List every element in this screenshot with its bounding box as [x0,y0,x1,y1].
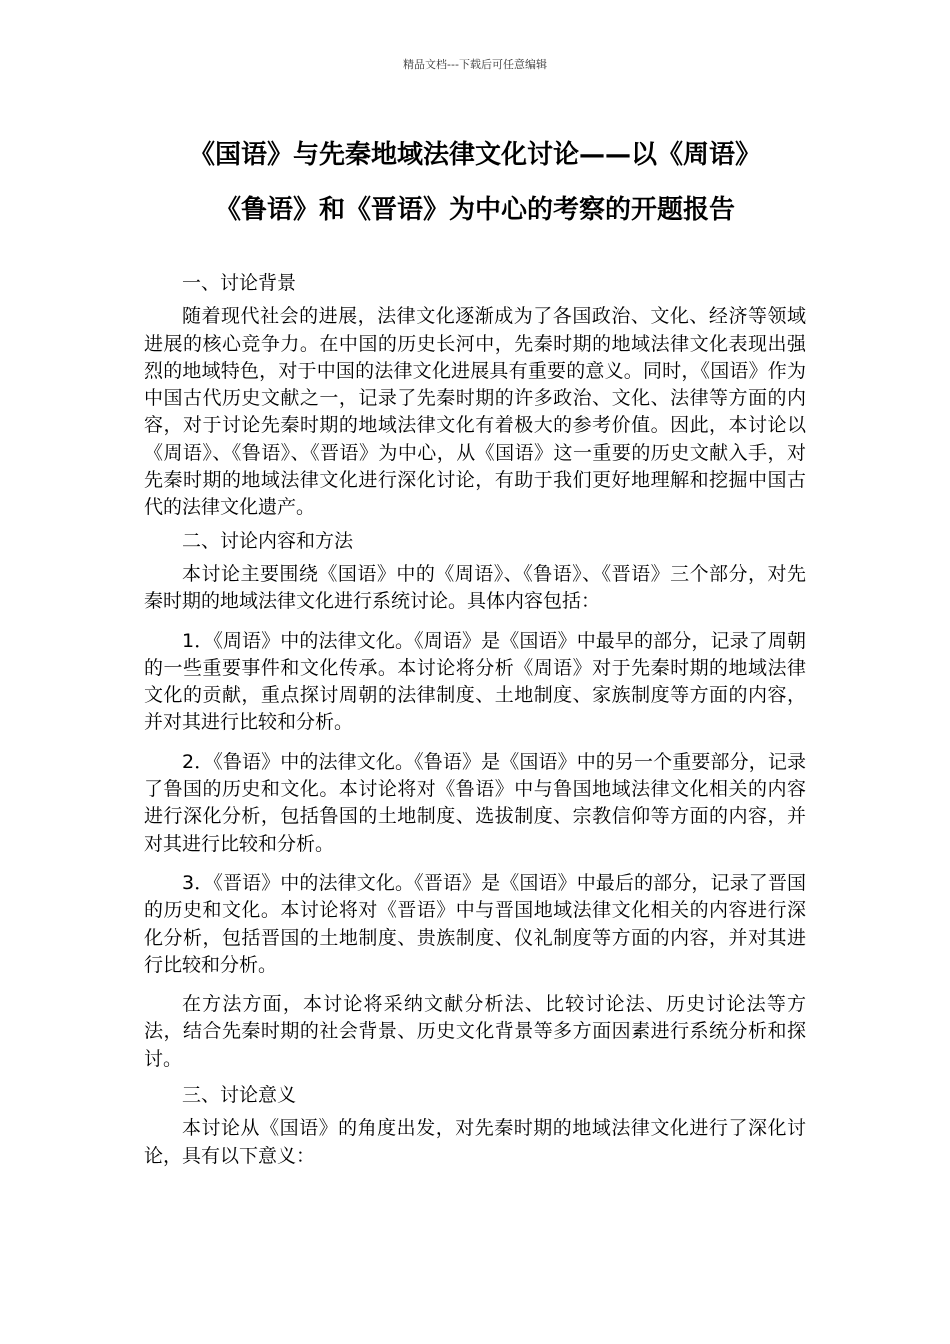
section-heading-content-methods: 二、讨论内容和方法 [182,529,354,552]
section-heading-significance: 三、讨论意义 [182,1084,297,1107]
paragraph-methods: 在方法方面，本讨论将采纳文献分析法、比较讨论法、历史讨论法等方法，结合先秦时期的社会背景、历史文化背景等多方面因素进行系统分析和探讨。 [144,993,806,1070]
document-body [144,270,806,1170]
document-title-line-2: 《鲁语》和《晋语》为中心的考察的开题报告 [214,195,735,225]
list-item-luyu: 2．《鲁语》中的法律文化。《鲁语》是《国语》中的另一个重要部分，记录了鲁国的历史和文化。本讨论将对《鲁语》中与鲁国地域法律文化相关的内容进行深化分析，包括鲁国的土地制度、选拔制度、宗教信仰等方面的内容，并对其进行比较和分析。 [144,750,806,855]
paragraph-significance: 本讨论从《国语》的角度出发，对先秦时期的地域法律文化进行了深化讨论，具有以下意义： [144,1117,806,1167]
list-item-zhouyu: 1．《周语》中的法律文化。《周语》是《国语》中最早的部分，记录了周朝的一些重要事件和文化传承。本讨论将分析《周语》对于先秦时期的地域法律文化的贡献，重点探讨周朝的法律制度、土地制度、家族制度等方面的内容，并对其进行比较和分析。 [144,629,806,734]
header-note: 精品文档---下载后可任意编辑 [403,58,547,71]
document-title-line-1: 《国语》与先秦地域法律文化讨论——以《周语》 [188,140,761,170]
paragraph-content-intro: 本讨论主要围绕《国语》中的《周语》、《鲁语》、《晋语》三个部分，对先秦时期的地域法律文化进行系统讨论。具体内容包括： [144,562,806,613]
section-heading-background: 一、讨论背景 [182,272,297,294]
list-item-jinyu: 3．《晋语》中的法律文化。《晋语》是《国语》中最后的部分，记录了晋国的历史和文化。本讨论将对《晋语》中与晋国地域法律文化相关的内容进行深化分析，包括晋国的土地制度、贵族制度、仪礼制度等方面的内容，并对其进行比较和分析。 [144,871,806,976]
paragraph-background: 随着现代社会的进展，法律文化逐渐成为了各国政治、文化、经济等领域进展的核心竞争力。在中国的历史长河中，先秦时期的地域法律文化表现出强烈的地域特色，对于中国的法律文化进展具有重要的意义。同时，《国语》作为中国古代历史文献之一，记录了先秦时期的许多政治、文化、法律等方面的内容，对于讨论先秦时期的地域法律文化有着极大的参考价值。因此，本讨论以《周语》、《鲁语》、《晋语》为中心，从《国语》这一重要的历史文献入手，对先秦时期的地域法律文化进行深化讨论，有助于我们更好地理解和挖掘中国古代的法律文化遗产。 [144,305,806,519]
